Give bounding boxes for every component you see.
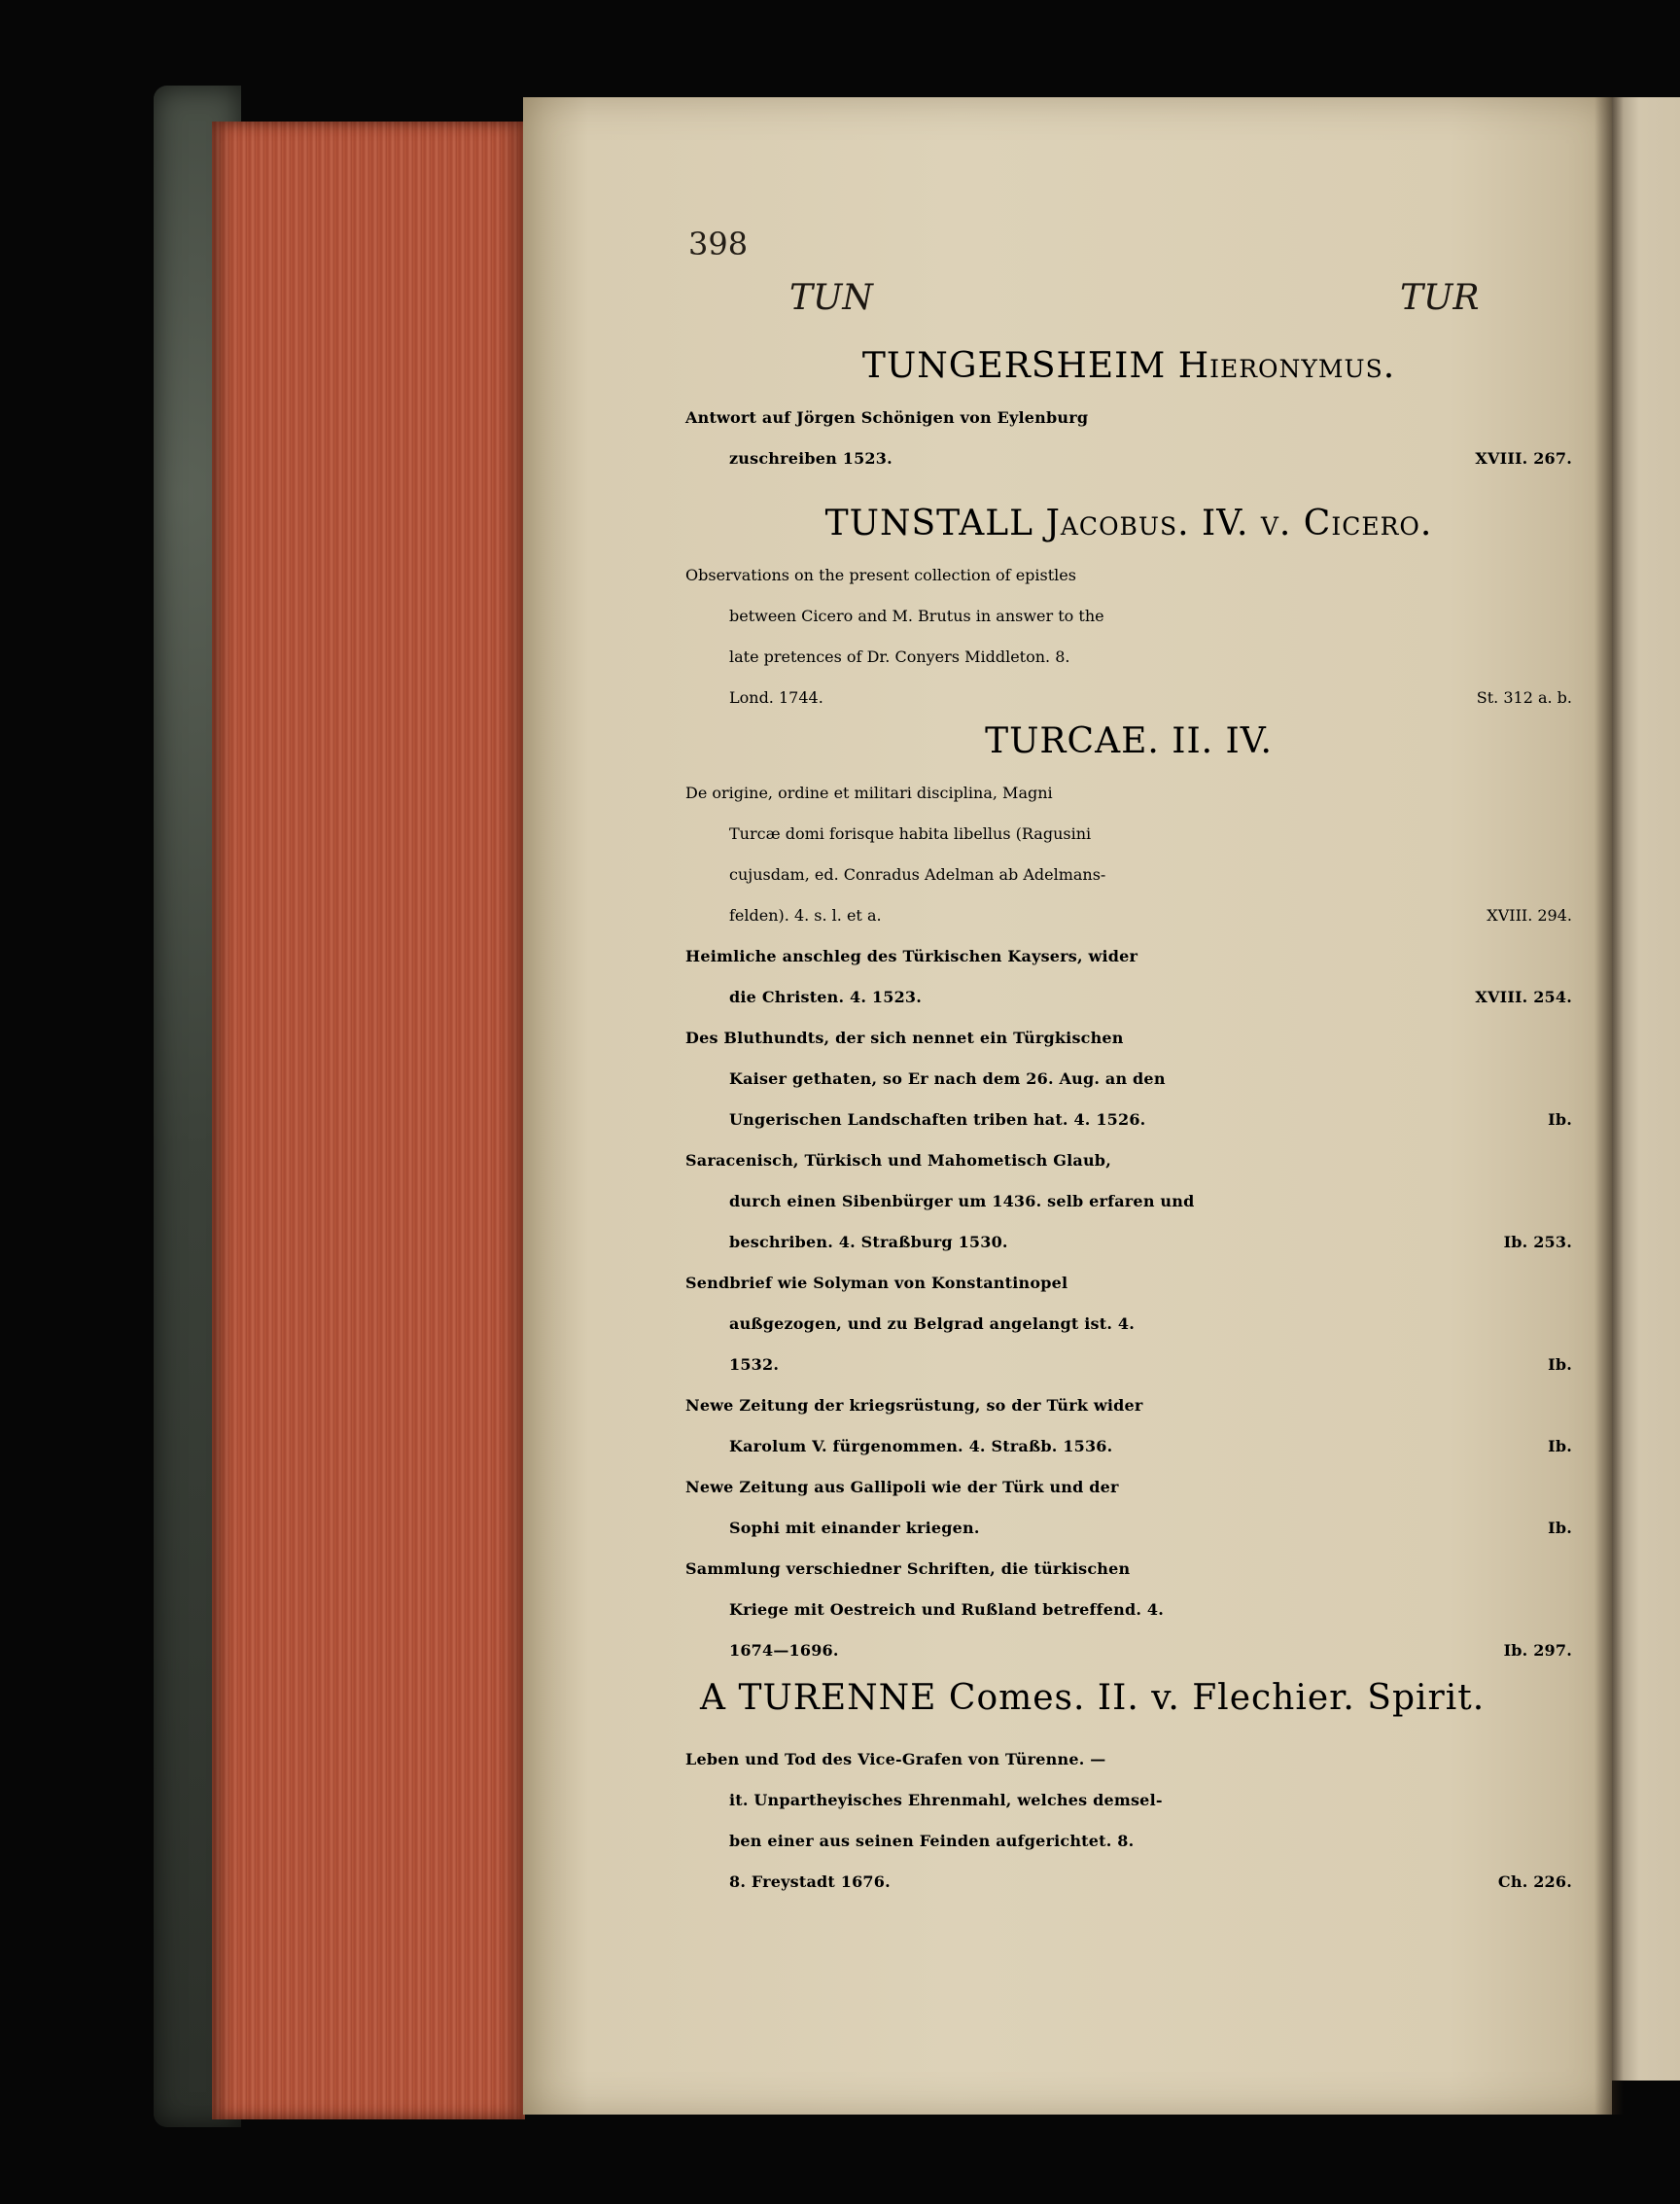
entry-line: 8. Freystadt 1676. Ch. 226.	[729, 1872, 1572, 1891]
entry-line: Kriege mit Oestreich und Rußland betreffend. 4.	[729, 1600, 1164, 1619]
entry-line: Turcæ domi forisque habita libellus (Ragusini	[729, 824, 1092, 843]
entry-line: zuschreiben 1523. XVIII. 267.	[729, 449, 1572, 468]
entry-line: außgezogen, und zu Belgrad angelangt ist. 4.	[729, 1314, 1135, 1333]
entry-line: durch einen Sibenbürger um 1436. selb erfaren und	[729, 1192, 1195, 1210]
page-edges	[212, 122, 525, 2119]
entry-line: Sammlung verschiedner Schriften, die türkischen	[685, 1559, 1131, 1578]
entry-line: Kaiser gethaten, so Er nach dem 26. Aug. an den	[729, 1069, 1166, 1088]
entry-line: Saracenisch, Türkisch und Mahometisch Glaub,	[685, 1151, 1111, 1170]
entry-line: Karolum V. fürgenommen. 4. Straßb. 1536. Ib.	[729, 1437, 1572, 1455]
entry-line: between Cicero and M. Brutus in answer to the	[729, 607, 1104, 625]
page-number: 398	[688, 226, 749, 262]
entry-line: 1674—1696. Ib. 297.	[729, 1641, 1572, 1660]
entry-heading: TUNSTALL Jacobus. IV. v. Cicero.	[824, 504, 1433, 543]
entry-line: Sophi mit einander kriegen. Ib.	[729, 1519, 1572, 1537]
entry-turcae	[685, 721, 1572, 1660]
entry-line: cujusdam, ed. Conradus Adelman ab Adelmans-	[729, 865, 1106, 884]
entry-line: beschriben. 4. Straßburg 1530. Ib. 253.	[729, 1233, 1572, 1251]
entry-tunstall	[685, 504, 1572, 707]
entry-line: Newe Zeitung aus Gallipoli wie der Türk und der	[685, 1478, 1119, 1496]
entry-line: ben einer aus seinen Feinden aufgerichtet. 8.	[729, 1832, 1135, 1850]
entry-line: De origine, ordine et militari disciplina, Magni	[685, 784, 1053, 802]
entry-line: Lond. 1744. St. 312 a. b.	[729, 688, 1572, 707]
entry-line: Sendbrief wie Solyman von Konstantinopel	[685, 1274, 1068, 1292]
entry-line: late pretences of Dr. Conyers Middleton. 8.	[729, 647, 1070, 666]
entry-line: Leben und Tod des Vice-Grafen von Türenne. —	[685, 1750, 1106, 1768]
entry-line: it. Unpartheyisches Ehrenmahl, welches demsel-	[729, 1791, 1163, 1809]
entry-tungersheim	[685, 346, 1572, 468]
entry-line: 1532. Ib.	[729, 1355, 1572, 1374]
entry-line: Ungerischen Landschaften triben hat. 4. 1526. Ib.	[729, 1110, 1572, 1129]
entry-line: felden). 4. s. l. et a. XVIII. 294.	[729, 906, 1572, 925]
entry-line: Heimliche anschleg des Türkischen Kaysers, wider	[685, 947, 1138, 965]
running-head-left: TUN	[789, 278, 873, 318]
entry-heading: TURCAE. II. IV.	[985, 721, 1273, 761]
entry-heading: A TURENNE Comes. II. v. Flechier. Spirit.	[700, 1678, 1486, 1718]
entry-line: Des Bluthundts, der sich nennet ein Türgkischen	[685, 1029, 1124, 1047]
running-head-right: TUR	[1400, 278, 1480, 318]
entry-line: die Christen. 4. 1523. XVIII. 254.	[729, 988, 1572, 1006]
entry-turenne	[685, 1678, 1572, 1891]
book-gutter	[1594, 97, 1624, 2115]
entry-line: Observations on the present collection of epistles	[685, 566, 1076, 584]
entry-line: Antwort auf Jörgen Schönigen von Eylenburg	[685, 408, 1089, 427]
entry-heading: TUNGERSHEIM Hieronymus.	[861, 346, 1396, 386]
entry-line: Newe Zeitung der kriegsrüstung, so der Türk wider	[685, 1396, 1143, 1415]
